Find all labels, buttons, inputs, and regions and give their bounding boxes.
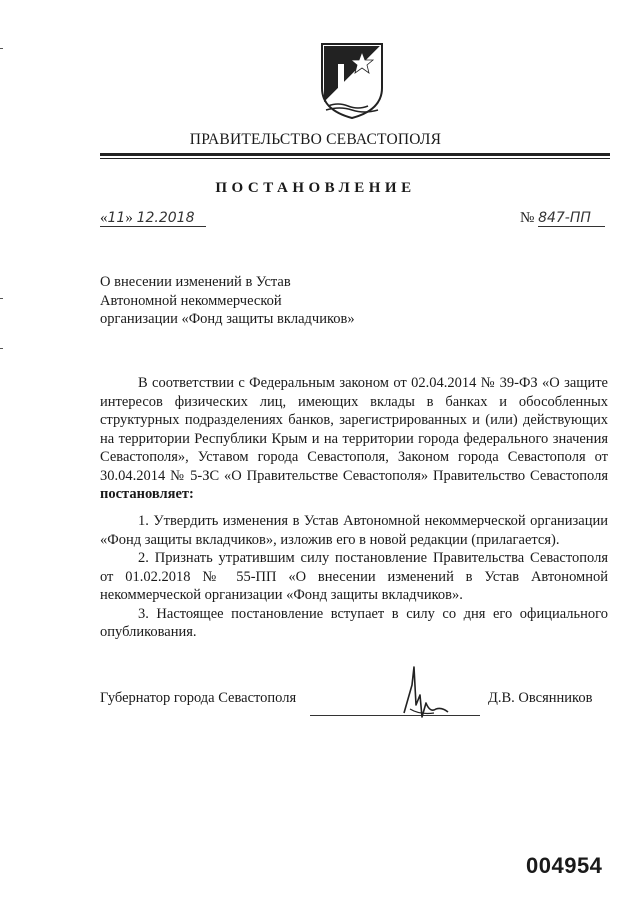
resolution-item: 3. Настоящее постановление вступает в силу со дня его официального опубликования. bbox=[100, 605, 608, 640]
preamble-resolves: постановляет: bbox=[100, 486, 194, 502]
document-subject: О внесении изменений в Устав Автономной некоммерческой организации «Фонд защиты вкладчиков» bbox=[100, 274, 355, 327]
date-quote-open: « bbox=[100, 210, 108, 226]
date-quote-close: » bbox=[125, 210, 133, 226]
preamble-paragraph bbox=[100, 374, 608, 504]
preamble-text: В соответствии с Федеральным законом от 02.04.2014 № 39-ФЗ «О защите интересов физических лиц, имеющих вклады в банках и обособленных структурных подразделениях банков, зарегистрированных и (или) действующих на территории Республики Крым и на территории города федерального значения Севастополя», Уставом города Севастополя, Законом города Севастополя от 30.04.2014 № 5-ЗС «О Правительстве Севастополя» Правительство Севастополя bbox=[100, 375, 608, 484]
government-name: ПРАВИТЕЛЬСТВО СЕВАСТОПОЛЯ bbox=[189, 131, 442, 148]
signatory-title: Губернатор города Севастополя bbox=[100, 690, 297, 706]
header-rule-thin bbox=[100, 158, 610, 159]
header-rule-thick bbox=[100, 153, 610, 156]
scan-mark bbox=[0, 298, 3, 299]
sevastopol-coat-of-arms-icon bbox=[318, 40, 386, 120]
document-number bbox=[520, 210, 605, 227]
resolution-items bbox=[100, 512, 608, 642]
handwritten-signature-icon bbox=[390, 665, 460, 730]
number-prefix: № bbox=[520, 210, 535, 226]
signatory-name: Д.В. Овсянников bbox=[488, 690, 593, 706]
scan-mark bbox=[0, 348, 3, 349]
document-date bbox=[100, 210, 206, 227]
preamble bbox=[100, 374, 608, 504]
scan-mark bbox=[0, 48, 3, 49]
resolution-item: 2. Признать утратившим силу постановление Правительства Севастополя от 01.02.2018 № 55-ПП «О внесении изменений в Устав Автономной некоммерческой организации «Фонд защиты вкладчиков». bbox=[100, 550, 608, 603]
date-day: 11 bbox=[107, 210, 126, 226]
document-type-title: ПОСТАНОВЛЕНИЕ bbox=[215, 180, 416, 196]
resolution-item: 1. Утвердить изменения в Устав Автономной некоммерческой организации «Фонд защиты вкладчиков», изложив его в новой редакции (прилагается). bbox=[100, 513, 608, 548]
registration-number: 004954 bbox=[526, 853, 603, 878]
number-value: 847-ПП bbox=[538, 210, 605, 227]
date-month-year: 12.2018 bbox=[136, 210, 195, 226]
